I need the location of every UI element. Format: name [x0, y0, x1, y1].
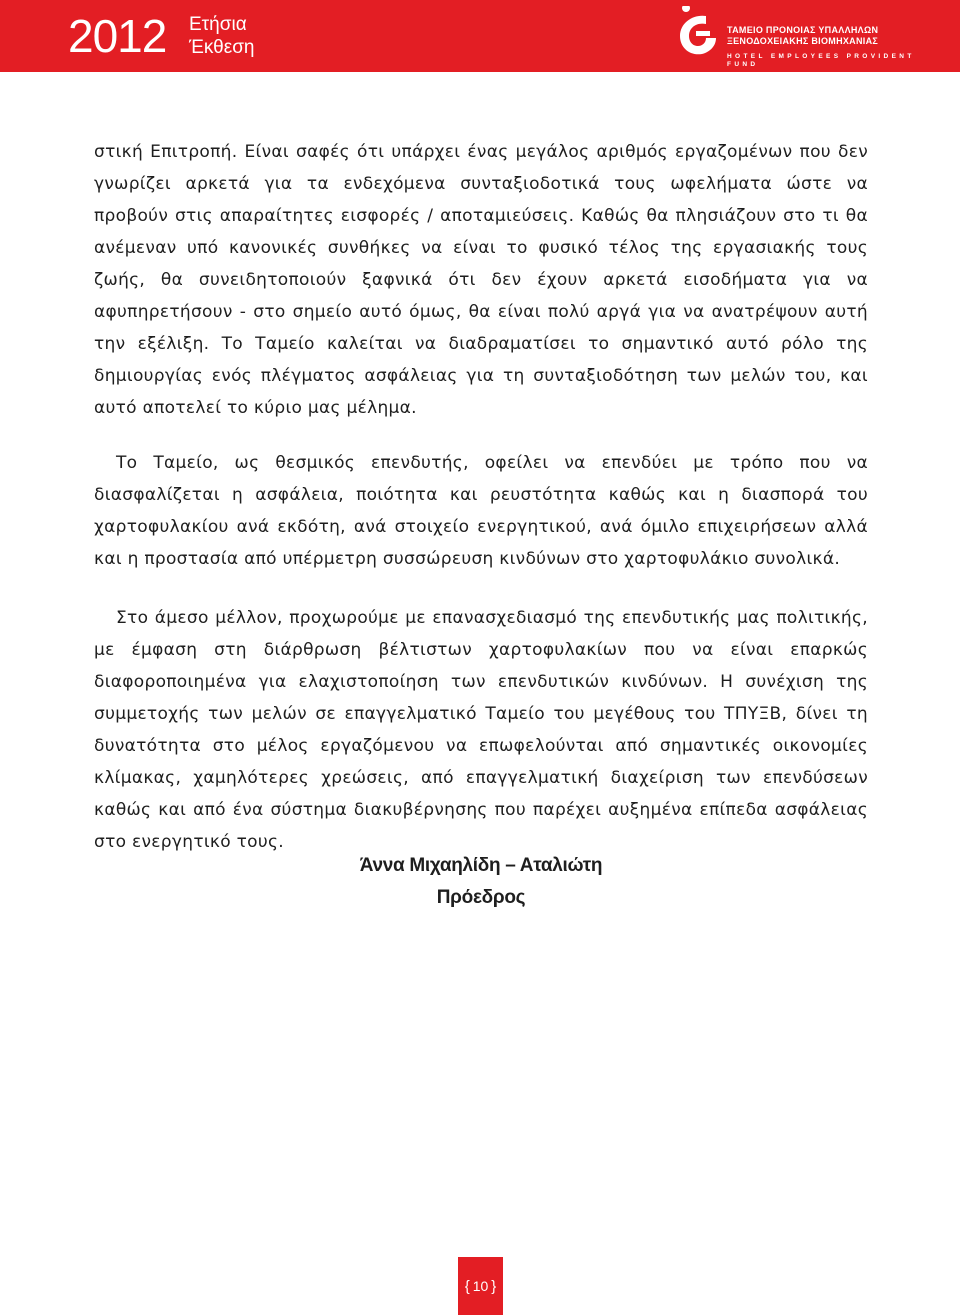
report-title-line2: Έκθεση	[189, 37, 255, 58]
signatory-role: Πρόεδρος	[436, 887, 526, 908]
logo-line3: HOTEL EMPLOYEES PROVIDENT FUND	[727, 53, 915, 68]
brace-open: {	[464, 1277, 470, 1295]
signature-block	[94, 850, 868, 914]
fund-logo-icon	[672, 6, 718, 58]
page-number-box	[458, 1257, 503, 1315]
paragraph-text: στική Επιτροπή. Είναι σαφές ότι υπάρχει ένας μεγάλος αριθμός εργαζομένων που δεν γνωρίζει αρκετά για τα ενδεχόμενα συνταξιοδοτικά τους ωφελήματα ώστε να προβούν στις απαραίτητες εισφορές / αποταμιεύσεις. Καθώς θα πλησιάζουν στο τι θα ανέμεναν υπό κανονικές συνθήκες να είναι το φυσικό τέλος της εργασιακής τους ζωής, θα συνειδητοποιούν ξαφνικά ότι δεν έχουν αρκετά εισοδήματα για να αφυπηρετήσουν - στο σημείο αυτό όμως, θα είναι πολύ αργά για να ανατρέψουν αυτή την εξέλιξη. Το Ταμείο καλείται να διαδραματίσει το σημαντικό αυτό ρόλο της δημιουργίας ενός πλέγματος ασφάλειας για τη συνταξιοδότηση των μελών του, και αυτό αποτελεί το κύριο μας μέλημα.	[94, 142, 868, 418]
logo-line2: ΞΕΝΟΔΟΧΕΙΑΚΗΣ ΒΙΟΜΗΧΑΝΙΑΣ	[727, 36, 879, 46]
logo-line1: ΤΑΜΕΙΟ ΠΡΟΝΟΙΑΣ ΥΠΑΛΛΗΛΩΝ	[727, 25, 879, 35]
report-title-line1: Ετήσια	[189, 14, 247, 35]
report-title	[189, 13, 255, 59]
brace-close: }	[491, 1277, 497, 1295]
page-header	[0, 0, 960, 72]
signatory-name: Άννα Μιχαηλίδη – Αταλιώτη	[359, 855, 603, 876]
fund-logo-text	[727, 25, 927, 69]
page-number: 10	[472, 1278, 489, 1294]
paragraph-text: Στο άμεσο μέλλον, προχωρούμε με επανασχεδιασμό της επενδυτικής μας πολιτικής, με έμφαση στη διάρθρωση βέλτιστων χαρτοφυλακίων που να είναι επαρκώς διαφοροποιημένα για ελαχιστοποίηση των επενδυτικών κινδύνων. Η συνέχιση της συμμετοχής των μελών σε επαγγελματικό Ταμείο του μεγέθους του ΤΠΥΞΒ, δίνει τη δυνατότητα στο μέλος εργαζόμενου να επωφελούνται από σημαντικές οικονομίες κλίμακας, χαμηλότερες χρεώσεις, από επαγγελματική διαχείριση των επενδύσεων καθώς και από ένα σύστημα διακυβέρνησης που παρέχει αυξημένα επίπεδα ασφάλειας στο ενεργητικό τους.	[94, 608, 868, 852]
body-paragraph-1	[94, 136, 868, 424]
body-paragraph-2	[94, 447, 868, 575]
body-paragraph-3	[94, 602, 868, 858]
report-year: 2012	[68, 10, 167, 62]
paragraph-text: Το Ταμείο, ως θεσμικός επενδυτής, οφείλει να επενδύει με τρόπο που να διασφαλίζεται η ασφάλεια, ποιότητα και ρευστότητα καθώς και η διασπορά του χαρτοφυλακίου ανά εκδότη, ανά στοιχείο ενεργητικού, ανά όμιλο επιχειρήσεων αλλά και η προστασία από υπέρμετρη συσσώρευση κινδύνων στο χαρτοφυλάκιο συνολικά.	[94, 453, 868, 569]
